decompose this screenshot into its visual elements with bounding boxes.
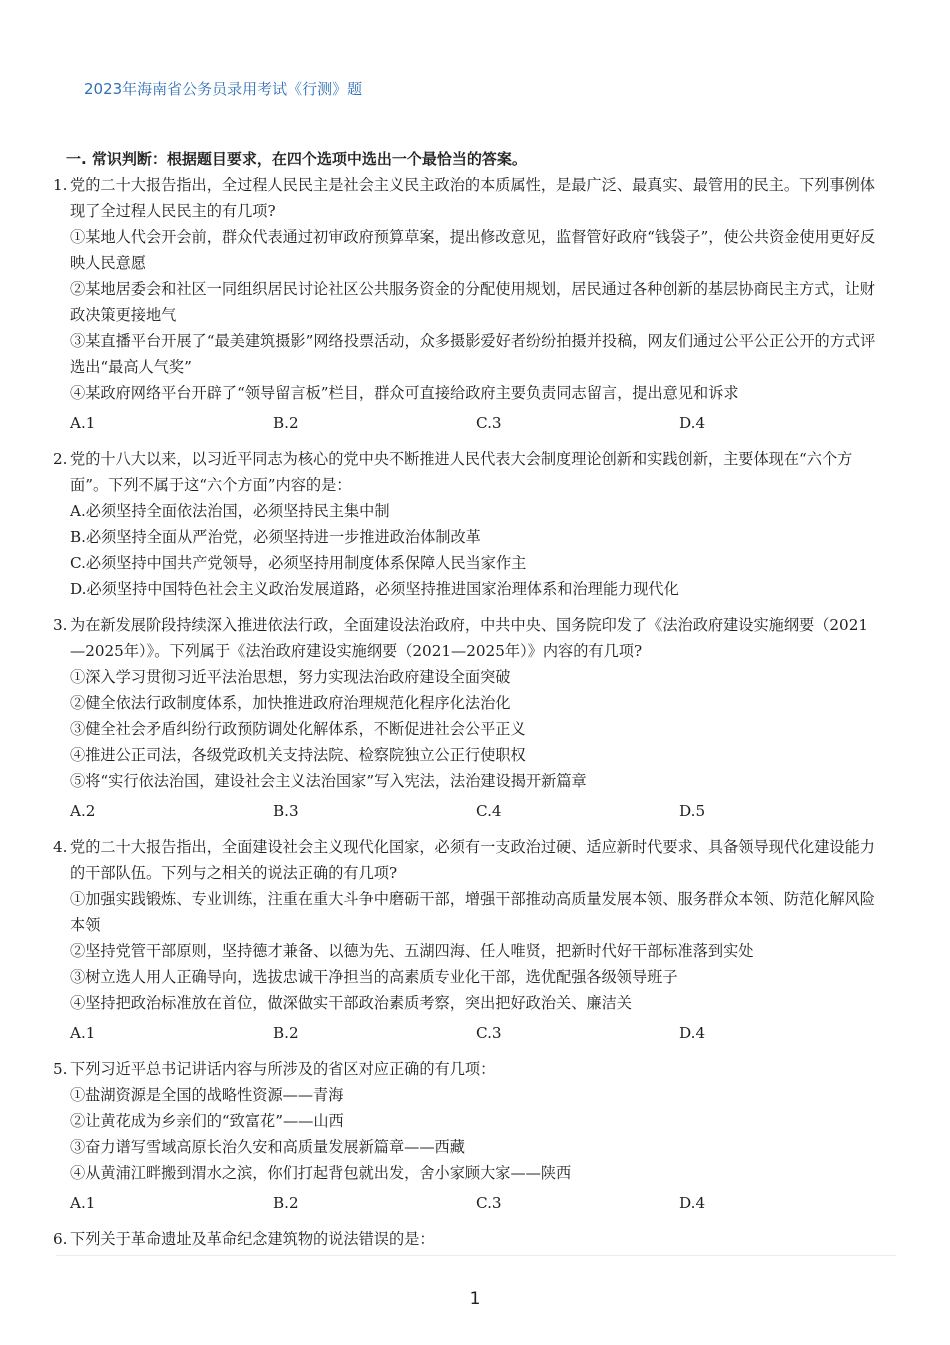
question-stem: [0, 172, 880, 224]
answer-option: B.2: [273, 414, 299, 432]
answer-option: B.2: [273, 1024, 299, 1042]
answer-choices: [0, 410, 950, 436]
question-stem: [0, 612, 880, 664]
footer-divider: [56, 1255, 896, 1256]
answer-choices: [0, 798, 950, 824]
question-statement: ④某政府网络平台开辟了“领导留言板”栏目，群众可直接给政府主要负责同志留言，提出意见和诉求: [70, 384, 739, 402]
question-statement: ②让黄花成为乡亲们的“致富花”——山西: [70, 1112, 344, 1130]
answer-option: D.4: [679, 1024, 706, 1042]
question-statement: ①盐湖资源是全国的战略性资源——青海: [70, 1086, 344, 1104]
question-number: 4.: [53, 838, 68, 856]
answer-option: A.2: [70, 802, 96, 820]
question-6: [0, 1226, 950, 1252]
question-stem: [0, 446, 880, 498]
question-4: [0, 834, 950, 1046]
question-statement: ②某地居委会和社区一同组织居民讨论社区公共服务资金的分配使用规划，居民通过各种创新的基层协商民主方式，让财政决策更接地气: [70, 280, 875, 324]
answer-option: C.3: [476, 414, 502, 432]
answer-choices: [0, 1190, 950, 1216]
question-statement: A.必须坚持全面依法治国，必须坚持民主集中制: [70, 502, 390, 520]
question-3: [0, 612, 950, 824]
question-stem: [0, 1056, 880, 1082]
question-statement: B.必须坚持全面从严治党，必须坚持进一步推进政治体制改革: [70, 528, 481, 546]
answer-option: D.5: [679, 802, 706, 820]
answer-option: A.1: [70, 414, 96, 432]
question-stem: [0, 1226, 880, 1252]
question-list: [0, 172, 950, 1262]
question-text: 党的二十大报告指出，全过程人民民主是社会主义民主政治的本质属性，是最广泛、最真实、最管用的民主。下列事例体现了全过程人民民主的有几项?: [70, 176, 875, 220]
answer-option: C.4: [476, 802, 502, 820]
answer-option: D.4: [679, 1194, 706, 1212]
question-text: 党的二十大报告指出，全面建设社会主义现代化国家，必须有一支政治过硬、适应新时代要求、具备领导现代化建设能力的干部队伍。下列与之相关的说法正确的有几项?: [70, 838, 875, 882]
page-number: 1: [469, 1289, 481, 1309]
answer-choices: [0, 1020, 950, 1046]
answer-option: A.1: [70, 1194, 96, 1212]
question-number: 3.: [53, 616, 68, 634]
question-stem: [0, 834, 880, 886]
question-statement: ②健全依法行政制度体系，加快推进政府治理规范化程序化法治化: [70, 694, 511, 712]
question-text: 下列习近平总书记讲话内容与所涉及的省区对应正确的有几项：: [70, 1060, 496, 1078]
question-statement: ①加强实践锻炼、专业训练，注重在重大斗争中磨砺干部，增强干部推动高质量发展本领、服务群众本领、防范化解风险本领: [70, 890, 875, 934]
answer-option: C.3: [476, 1024, 502, 1042]
question-statement: ⑤将“实行依法治国，建设社会主义法治国家”写入宪法，法治建设揭开新篇章: [70, 772, 587, 790]
question-statement: ④推进公正司法，各级党政机关支持法院、检察院独立公正行使职权: [70, 746, 526, 764]
question-statement: ①深入学习贯彻习近平法治思想，努力实现法治政府建设全面突破: [70, 668, 511, 686]
section-heading: 一. 常识判断：根据题目要求，在四个选项中选出一个最恰当的答案。: [66, 150, 527, 168]
question-statement: ④从黄浦江畔搬到渭水之滨，你们打起背包就出发，舍小家顾大家——陕西: [70, 1164, 572, 1182]
question-number: 5.: [53, 1060, 68, 1078]
question-statement: ①某地人代会开会前，群众代表通过初审政府预算草案，提出修改意见，监督管好政府“钱袋子”，使公共资金使用更好反映人民意愿: [70, 228, 876, 272]
question-statement: ③树立选人用人正确导向，选拔忠诚干净担当的高素质专业化干部，选优配强各级领导班子: [70, 968, 678, 986]
question-number: 1.: [53, 176, 68, 194]
question-number: 6.: [53, 1230, 68, 1248]
answer-option: B.3: [273, 802, 299, 820]
question-text: 党的十八大以来，以习近平同志为核心的党中央不断推进人民代表大会制度理论创新和实践创新，主要体现在“六个方面”。下列不属于这“六个方面”内容的是：: [70, 450, 853, 494]
question-statement: ③健全社会矛盾纠纷行政预防调处化解体系，不断促进社会公平正义: [70, 720, 526, 738]
question-statement: ④坚持把政治标准放在首位，做深做实干部政治素质考察，突出把好政治关、廉洁关: [70, 994, 632, 1012]
question-statement: C.必须坚持中国共产党领导，必须坚持用制度体系保障人民当家作主: [70, 554, 527, 572]
question-statement: ②坚持党管干部原则，坚持德才兼备、以德为先、五湖四海、任人唯贤，把新时代好干部标准落到实处: [70, 942, 754, 960]
question-statement: D.必须坚持中国特色社会主义政治发展道路，必须坚持推进国家治理体系和治理能力现代化: [70, 580, 679, 598]
answer-option: B.2: [273, 1194, 299, 1212]
answer-option: D.4: [679, 414, 706, 432]
document-title: 2023年海南省公务员录用考试《行测》题: [84, 80, 363, 98]
question-2: [0, 446, 950, 602]
question-text: 下列关于革命遗址及革命纪念建筑物的说法错误的是：: [70, 1230, 435, 1248]
question-statement: ③奋力谱写雪域高原长治久安和高质量发展新篇章——西藏: [70, 1138, 465, 1156]
question-statement: ③某直播平台开展了“最美建筑摄影”网络投票活动，众多摄影爱好者纷纷拍摄并投稿，网友们通过公平公正公开的方式评选出“最高人气奖”: [70, 332, 876, 376]
answer-option: C.3: [476, 1194, 502, 1212]
question-text: 为在新发展阶段持续深入推进依法行政，全面建设法治政府，中共中央、国务院印发了《法治政府建设实施纲要（2021—2025年）》。下列属于《法治政府建设实施纲要（2021—2025年）》内容的有几项?: [70, 616, 869, 660]
answer-option: A.1: [70, 1024, 96, 1042]
question-1: [0, 172, 950, 436]
question-5: [0, 1056, 950, 1216]
question-number: 2.: [53, 450, 68, 468]
